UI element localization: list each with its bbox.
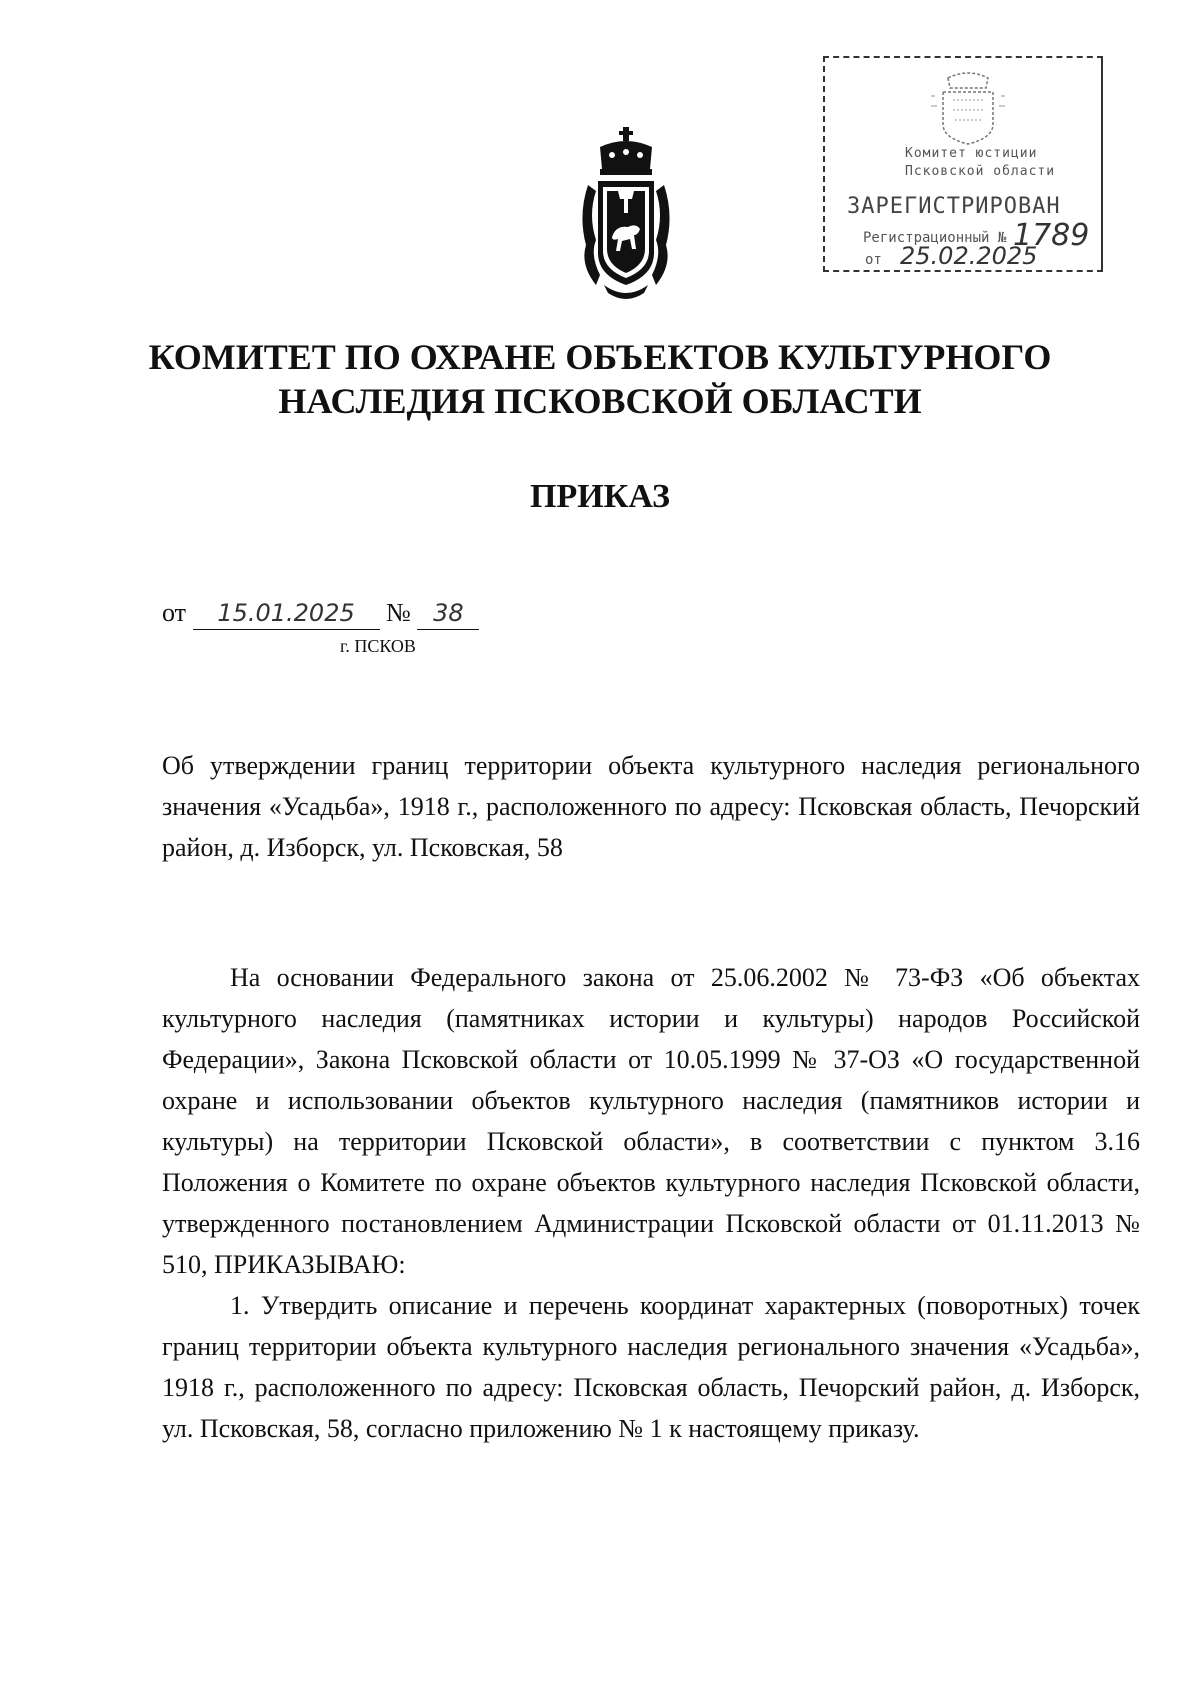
stamp-date-label: от <box>865 252 882 268</box>
stamp-org-line2: Псковской области <box>905 164 1056 179</box>
order-preamble: На основании Федерального закона от 25.06.2002 № 73-ФЗ «Об объектах культурного наследия (памятниках истории и культуры) народов Российской Федерации», Закона Псковской области от 10.05.1999 № 37-ОЗ «О государственной охране и использовании объектов культурного наследия (памятников истории и культуры) на территории Псковской области», в соответствии с пунктом 3.16 Положения о Комитете по охране объектов культурного наследия Псковской области, утвержденного постановлением Администрации Псковской области от 01.11.2013 № 510, ПРИКАЗЫВАЮ: <box>162 963 1140 1279</box>
stamp-reg-label: Регистрационный № <box>863 230 1007 246</box>
order-item-1: 1. Утвердить описание и перечень координат характерных (поворотных) точек границ территории объекта культурного наследия регионального значения «Усадьба», 1918 г., расположенного по адресу: Псковская область, Печорский район, д. Изборск, ул. Псковская, 58, согласно приложению № 1 к настоящему приказу. <box>162 1291 1140 1443</box>
coat-of-arms-emblem <box>578 125 674 305</box>
stamp-reg-date: 25.02.2025 <box>900 242 1038 270</box>
order-subject: Об утверждении границ территории объекта культурного наследия регионального значения «Усадьба», 1918 г., расположенного по адресу: Псковская область, Печорский район, д. Изборск, ул. Псковская, 58 <box>162 751 1140 862</box>
stamp-status: ЗАРЕГИСТРИРОВАН <box>847 194 1061 219</box>
registration-stamp <box>823 56 1103 272</box>
order-number: 38 <box>417 599 479 630</box>
stamp-reg-number: 1789 <box>1013 218 1090 253</box>
stamp-emblem-icon <box>923 66 1013 146</box>
stamp-org-line1: Комитет юстиции <box>905 146 1038 161</box>
organization-title-line2: НАСЛЕДИЯ ПСКОВСКОЙ ОБЛАСТИ <box>278 381 922 421</box>
document-type-heading: ПРИКАЗ <box>530 478 670 515</box>
organization-title <box>0 335 1200 423</box>
order-city: г. ПСКОВ <box>340 636 416 656</box>
number-prefix: № <box>386 598 411 627</box>
order-body <box>162 957 1140 1449</box>
date-prefix: от <box>162 598 187 627</box>
order-date-number-line <box>162 598 479 630</box>
organization-title-line1: КОМИТЕТ ПО ОХРАНЕ ОБЪЕКТОВ КУЛЬТУРНОГО <box>148 337 1052 377</box>
order-date: 15.01.2025 <box>193 599 380 630</box>
